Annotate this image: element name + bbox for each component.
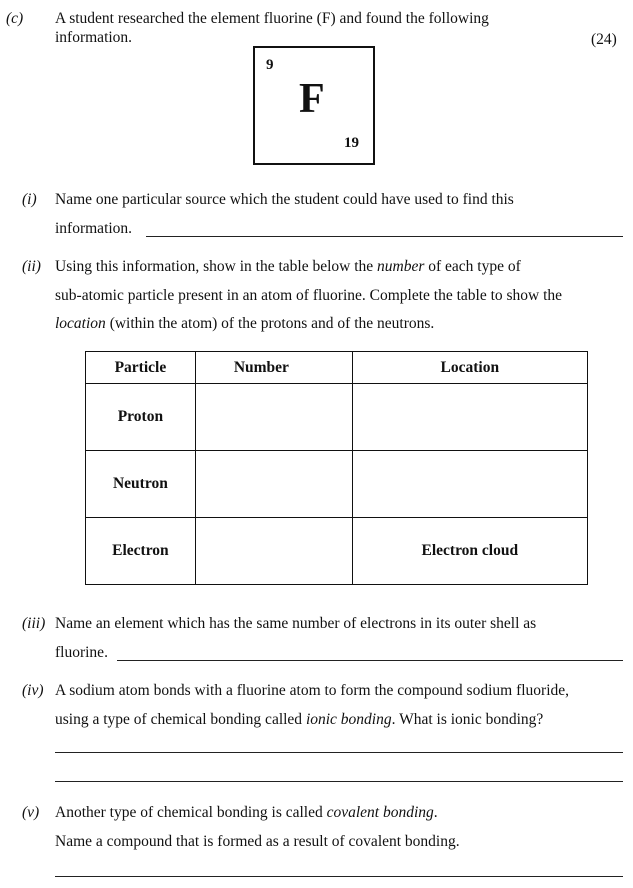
q-i-label: (i) bbox=[22, 191, 37, 208]
table-header-row bbox=[86, 352, 588, 384]
q-v-covalent-em: covalent bonding bbox=[326, 804, 434, 821]
intro-line-1: A student researched the element fluorine (F) and found the following bbox=[55, 10, 489, 27]
q-iv-line-2 bbox=[55, 711, 543, 729]
table-row bbox=[86, 451, 588, 518]
q-ii-location-em: location bbox=[55, 315, 106, 332]
particle-cell: Electron bbox=[86, 518, 196, 585]
table-row bbox=[86, 384, 588, 451]
q-iv-line-2-a: using a type of chemical bonding called bbox=[55, 711, 306, 728]
q-v-line-1 bbox=[55, 804, 438, 822]
q-iv-answer-line-2[interactable] bbox=[55, 781, 623, 782]
q-i-line-2: information. bbox=[55, 220, 133, 237]
q-v-line-1-a: Another type of chemical bonding is called bbox=[55, 804, 327, 821]
q-iii-label: (iii) bbox=[22, 615, 46, 632]
q-iv-label: (iv) bbox=[22, 682, 44, 699]
q-v-line-1-b: . bbox=[433, 804, 438, 821]
q-iv-line-1: A sodium atom bonds with a fluorine atom to form the compound sodium fluoride, bbox=[55, 682, 570, 699]
q-iv-ionic-em: ionic bonding bbox=[305, 711, 392, 728]
q-iii-line-2: fluorine. bbox=[55, 644, 108, 661]
location-cell[interactable] bbox=[352, 384, 587, 451]
marks: (24) bbox=[591, 31, 617, 48]
header-particle: Particle bbox=[86, 352, 196, 384]
q-ii-line-1-b: of each type of bbox=[424, 258, 521, 275]
q-ii-line-2: sub-atomic particle present in an atom of fluorine. Complete the table to show the bbox=[55, 287, 563, 304]
number-cell[interactable] bbox=[195, 518, 352, 585]
location-cell: Electron cloud bbox=[352, 518, 587, 585]
number-cell[interactable] bbox=[195, 451, 352, 518]
mass-number: 19 bbox=[344, 135, 359, 151]
part-label bbox=[6, 10, 23, 28]
q-ii-line-1-a: Using this information, show in the table below the bbox=[55, 258, 378, 275]
element-symbol: F bbox=[299, 76, 325, 122]
location-cell[interactable] bbox=[352, 451, 587, 518]
particle-table bbox=[85, 351, 588, 585]
q-iv-answer-line-1[interactable] bbox=[55, 752, 623, 753]
q-v-label: (v) bbox=[22, 804, 40, 821]
element-card bbox=[253, 46, 375, 165]
table-row bbox=[86, 518, 588, 585]
intro-line-2: information. bbox=[55, 29, 133, 46]
q-ii-line-3 bbox=[55, 315, 434, 333]
particle-cell: Proton bbox=[86, 384, 196, 451]
header-location: Location bbox=[352, 352, 587, 384]
header-number: Number bbox=[195, 352, 352, 384]
q-ii-line-1 bbox=[55, 258, 521, 276]
atomic-number: 9 bbox=[266, 57, 274, 73]
q-iv-line-2-b: . What is ionic bonding? bbox=[391, 711, 544, 728]
q-ii-number-em: number bbox=[377, 258, 425, 275]
q-iii-line-1: Name an element which has the same number of electrons in its outer shell as bbox=[55, 615, 537, 632]
q-iii-answer-line[interactable] bbox=[117, 660, 623, 661]
particle-cell: Neutron bbox=[86, 451, 196, 518]
q-i-answer-line[interactable] bbox=[146, 236, 623, 237]
number-cell[interactable] bbox=[195, 384, 352, 451]
part-c-label: (c) bbox=[6, 10, 24, 27]
q-v-answer-line[interactable] bbox=[55, 876, 623, 877]
q-v-line-2: Name a compound that is formed as a result of covalent bonding. bbox=[55, 833, 460, 850]
q-i-line-1: Name one particular source which the student could have used to find this bbox=[55, 191, 514, 208]
q-ii-line-3-b: (within the atom) of the protons and of the neutrons. bbox=[105, 315, 435, 332]
q-ii-label: (ii) bbox=[22, 258, 41, 275]
